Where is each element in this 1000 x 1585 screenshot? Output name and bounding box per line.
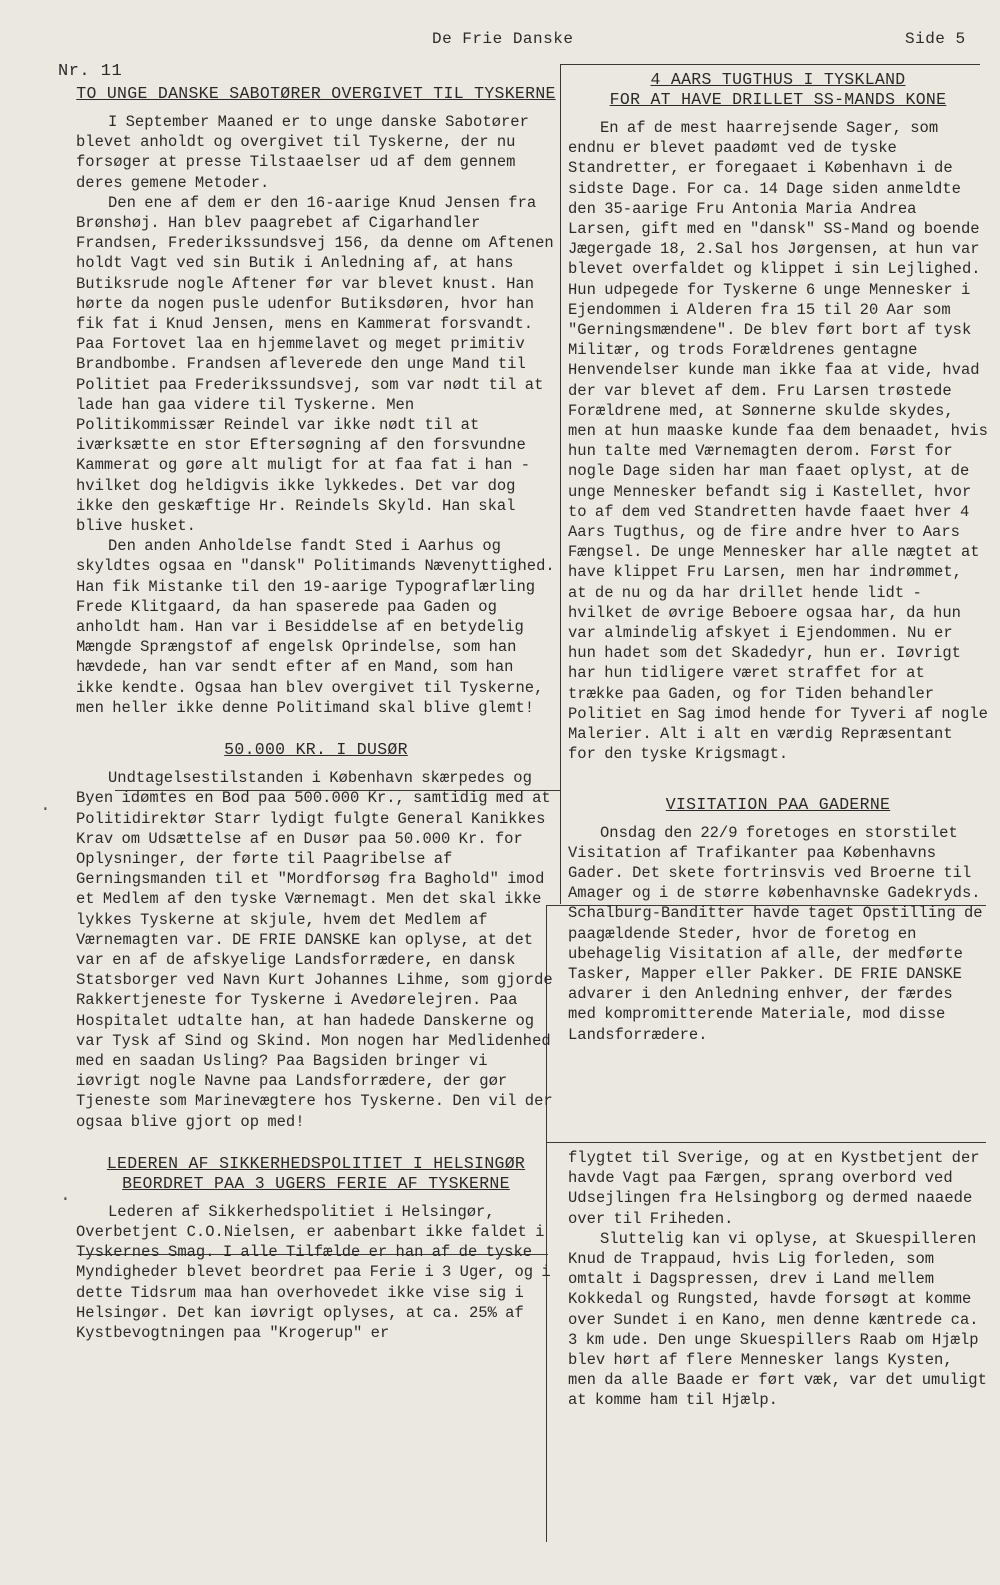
rule-below-visitation xyxy=(546,1142,986,1143)
article-helsingor xyxy=(76,1154,556,1343)
top-rule-right xyxy=(560,64,980,65)
headline-helsingor-2: BEORDRET PAA 3 UGERS FERIE AF TYSKERNE xyxy=(122,1173,510,1193)
headline-tugthus-2: FOR AT HAVE DRILLET SS-MANDS KONE xyxy=(609,90,947,109)
issue-number: Nr. 11 xyxy=(58,62,123,81)
continuation-paragraph-2: Sluttelig kan vi oplyse, at Skuespilleren Knud de Trappaud, hvis Lig forleden, som omtalt i Dagspressen, drev i Land mellem Kokkedal og Rungsted, havde forsøgt at komme over Sundet i en Kano, men denne kæntrede ca. 3 km ude. Den unge Skuespillers Raab om Hjælp blev hørt af flere Mennesker langs Kysten, men da alle Baade er ført væk, var det umuligt at komme ham til Hjælp. xyxy=(568,1229,987,1410)
column-divider-top xyxy=(560,64,561,904)
helsingor-paragraph: Lederen af Sikkerhedspolitiet i Helsingør, Overbetjent C.O.Nielsen, er aabenbart ikke faldet i Tyskernes Smag. I alle Tilfælde er han af de tyske Myndigheder blevet beordret paa Ferie i 3 Uger, og i dette Tidsrum maa han overhovedet ikke vise sig i Helsingør. Det kan iøvrigt oplyses, at ca. 25% af Kystbevogtningen paa "Krogerup" er xyxy=(76,1202,551,1342)
article-saboteurs xyxy=(76,84,556,718)
article-dusor xyxy=(76,740,556,1132)
article-visitation xyxy=(568,795,988,1045)
right-column-continuation xyxy=(568,1148,988,1411)
headline-helsingor-1: LEDEREN AF SIKKERHEDSPOLITIET I HELSINGØR xyxy=(106,1153,526,1173)
margin-mark: · xyxy=(40,800,51,820)
headline-dusor: 50.000 KR. I DUSØR xyxy=(224,740,408,760)
headline-tugthus-1: 4 AARS TUGTHUS I TYSKLAND xyxy=(650,70,906,89)
tugthus-paragraph: En af de mest haarrejsende Sager, som endnu er blevet paadømt ved de tyske Standretter, er foregaaet i København i de sidste Dage. For ca. 14 Dage siden anmeldte den 35-aarige Fru Antonia Maria Andrea Larsen, gift med en "dansk" SS-Mand og boende Jægergade 18, 2.Sal hos Jørgensen, at hun var blevet overfaldet og klippet i sin Lejlighed. Hun udpegede for Tyskerne 6 unge Mennesker i Ejendommen i Alderen fra 15 til 20 Aar som "Gerningsmændene". De blev ført bort af tysk Militær, og trods Forældrenes gentagne Henvendelser kunde man ikke faa at vide, hvad der var blevet af dem. Fru Larsen trøstede Forældrene med, at Sønnerne skulde skydes, men at hun maaske kunde faa dem benaadet, hvis hun talte med Værnemagten derom. Først for nogle Dage siden har man faaet oplyst, at de unge Mennesker befandt sig i Kastellet, hvor to af dem ved Standretten havde faaet hver 4 Aars Tugthus, og de fire andre hver to Aars Fængsel. De unge Mennesker har alle nægtet at have klippet Fru Larsen, men har indrømmet, at de nu og da har drillet hende lidt - hvilket de øvrige Beboere ogsaa har, da hun var almindelig afskyet i Ejendommen. Nu er hun hadet som det Skadedyr, hun er. Iøvrigt har hun tidligere været straffet for at trække paa Gaden, og for Tiden behandler Politiet en Sag imod hende for Tyveri af nogle Malerier. Alt i alt en værdig Repræsentant for den tyske Krigsmagt. xyxy=(568,119,988,764)
right-column xyxy=(568,70,988,1059)
saboteurs-paragraph-1: I September Maaned er to unge danske Sabotører blevet anholdt og overgivet til Tyskerne, der nu forsøger at presse Tilstaaelser ud af dem gennem deres gemene Metoder. xyxy=(76,113,529,192)
left-column xyxy=(76,84,556,1357)
headline-visitation: VISITATION PAA GADERNE xyxy=(665,794,891,814)
saboteurs-paragraph-3: Den anden Anholdelse fandt Sted i Aarhus og skyldtes ogsaa en "dansk" Politimands Nævenyttighed. Han fik Mistanke til den 19-aarige Typograflærling Frede Klitgaard, da han spaserede paa Gaden og anholdt ham. Han var i Besiddelse af en betydelig Mængde Sprængstof af engelsk Oprindelse, som han hævdede, han var sendt efter af en Mand, som han ikke kendte. Ogsaa han blev overgivet til Tyskerne, men heller ikke denne Politimand skal blive glemt! xyxy=(76,537,555,717)
saboteurs-paragraph-2: Den ene af dem er den 16-aarige Knud Jensen fra Brønshøj. Han blev paagrebet af Cigarhandler Frandsen, Frederikssundsvej 156, da denne om Aftenen holdt Vagt ved sin Butik i Anledning af, at hans Butiksrude nogle Aftener før var blevet knust. Han hørte da nogen pusle udenfor Butiksdøren, hvor han fik fat i Knud Jensen, mens en Kammerat forsvandt. Paa Fortovet laa en hjemmelavet og meget primitiv Brandbombe. Frandsen afleverede den unge Mand til Politiet paa Frederikssundsvej, som var nødt til at lade han gaa videre til Tyskerne. Men Politikommissær Reindel var ikke nødt til at iværksætte en stor Eftersøgning af den forsvundne Kammerat og gøre alt muligt for at faa fat i han - hvilket dog heldigvis ikke lykkedes. Det var dog ikke den geskæftige Hr. Reindels Skyld. Han skal blive husket. xyxy=(76,193,554,536)
newspaper-title: De Frie Danske xyxy=(432,30,574,48)
margin-mark: · xyxy=(60,1190,71,1210)
continuation-paragraph-1: flygtet til Sverige, og at en Kystbetjent der havde Vagt paa Færgen, sprang overbord ved Udsejlingen fra Helsingborg og dermed naaede over til Friheden. xyxy=(568,1149,980,1228)
article-tugthus xyxy=(568,70,988,765)
dusor-paragraph: Undtagelsestilstanden i København skærpedes og Byen idømtes en Bod paa 500.000 Kr., samtidig med at Politidirektør Starr lydigt fulgte General Kanikkes Krav om Udsættelse af en Dusør paa 50.000 Kr. for Oplysninger, der førte til Paagribelse af Gerningsmanden til et "Mordforsøg fra Baghold" imod et Medlem af den tyske Værnemagt. Men det skal ikke lykkes Tyskerne at skjule, hvem det Medlem af Værnemagten var. DE FRIE DANSKE kan oplyse, at det var en af de afskyelige Landsforrædere, en dansk Statsborger ved Navn Kurt Johannes Lihme, som gjorde Rakkertjeneste for Tyskerne i Avedørelejren. Paa Hospitalet udtalte han, at han hadede Danskerne og var Tysk af Sind og Skind. Mon nogen har Medlidenhed med en saadan Usling? Paa Bagsiden bringer vi iøvrigt nogle Navne paa Landsforrædere, der gør Tjeneste som Marinevægtere hos Tyskerne. Den vil der ogsaa blive gjort op med! xyxy=(76,769,553,1131)
headline-saboteurs: TO UNGE DANSKE SABOTØRER OVERGIVET TIL TYSKERNE xyxy=(76,84,556,103)
visitation-paragraph: Onsdag den 22/9 foretoges en storstilet Visitation af Trafikanter paa Københavns Gader. Det skete fortrinsvis ved Broerne til Amager og i de større københavnske Gadekryds. Schalburg-Banditter havde taget Opstilling de paagældende Steder, hvor de foretog en ubehagelig Visitation af alle, der medførte Tasker, Mapper eller Pakker. DE FRIE DANSKE advarer i den Anledning enhver, der færdes med kompromitterende Materiale, mod disse Landsforrædere. xyxy=(568,823,983,1044)
page-number: Side 5 xyxy=(905,30,966,48)
